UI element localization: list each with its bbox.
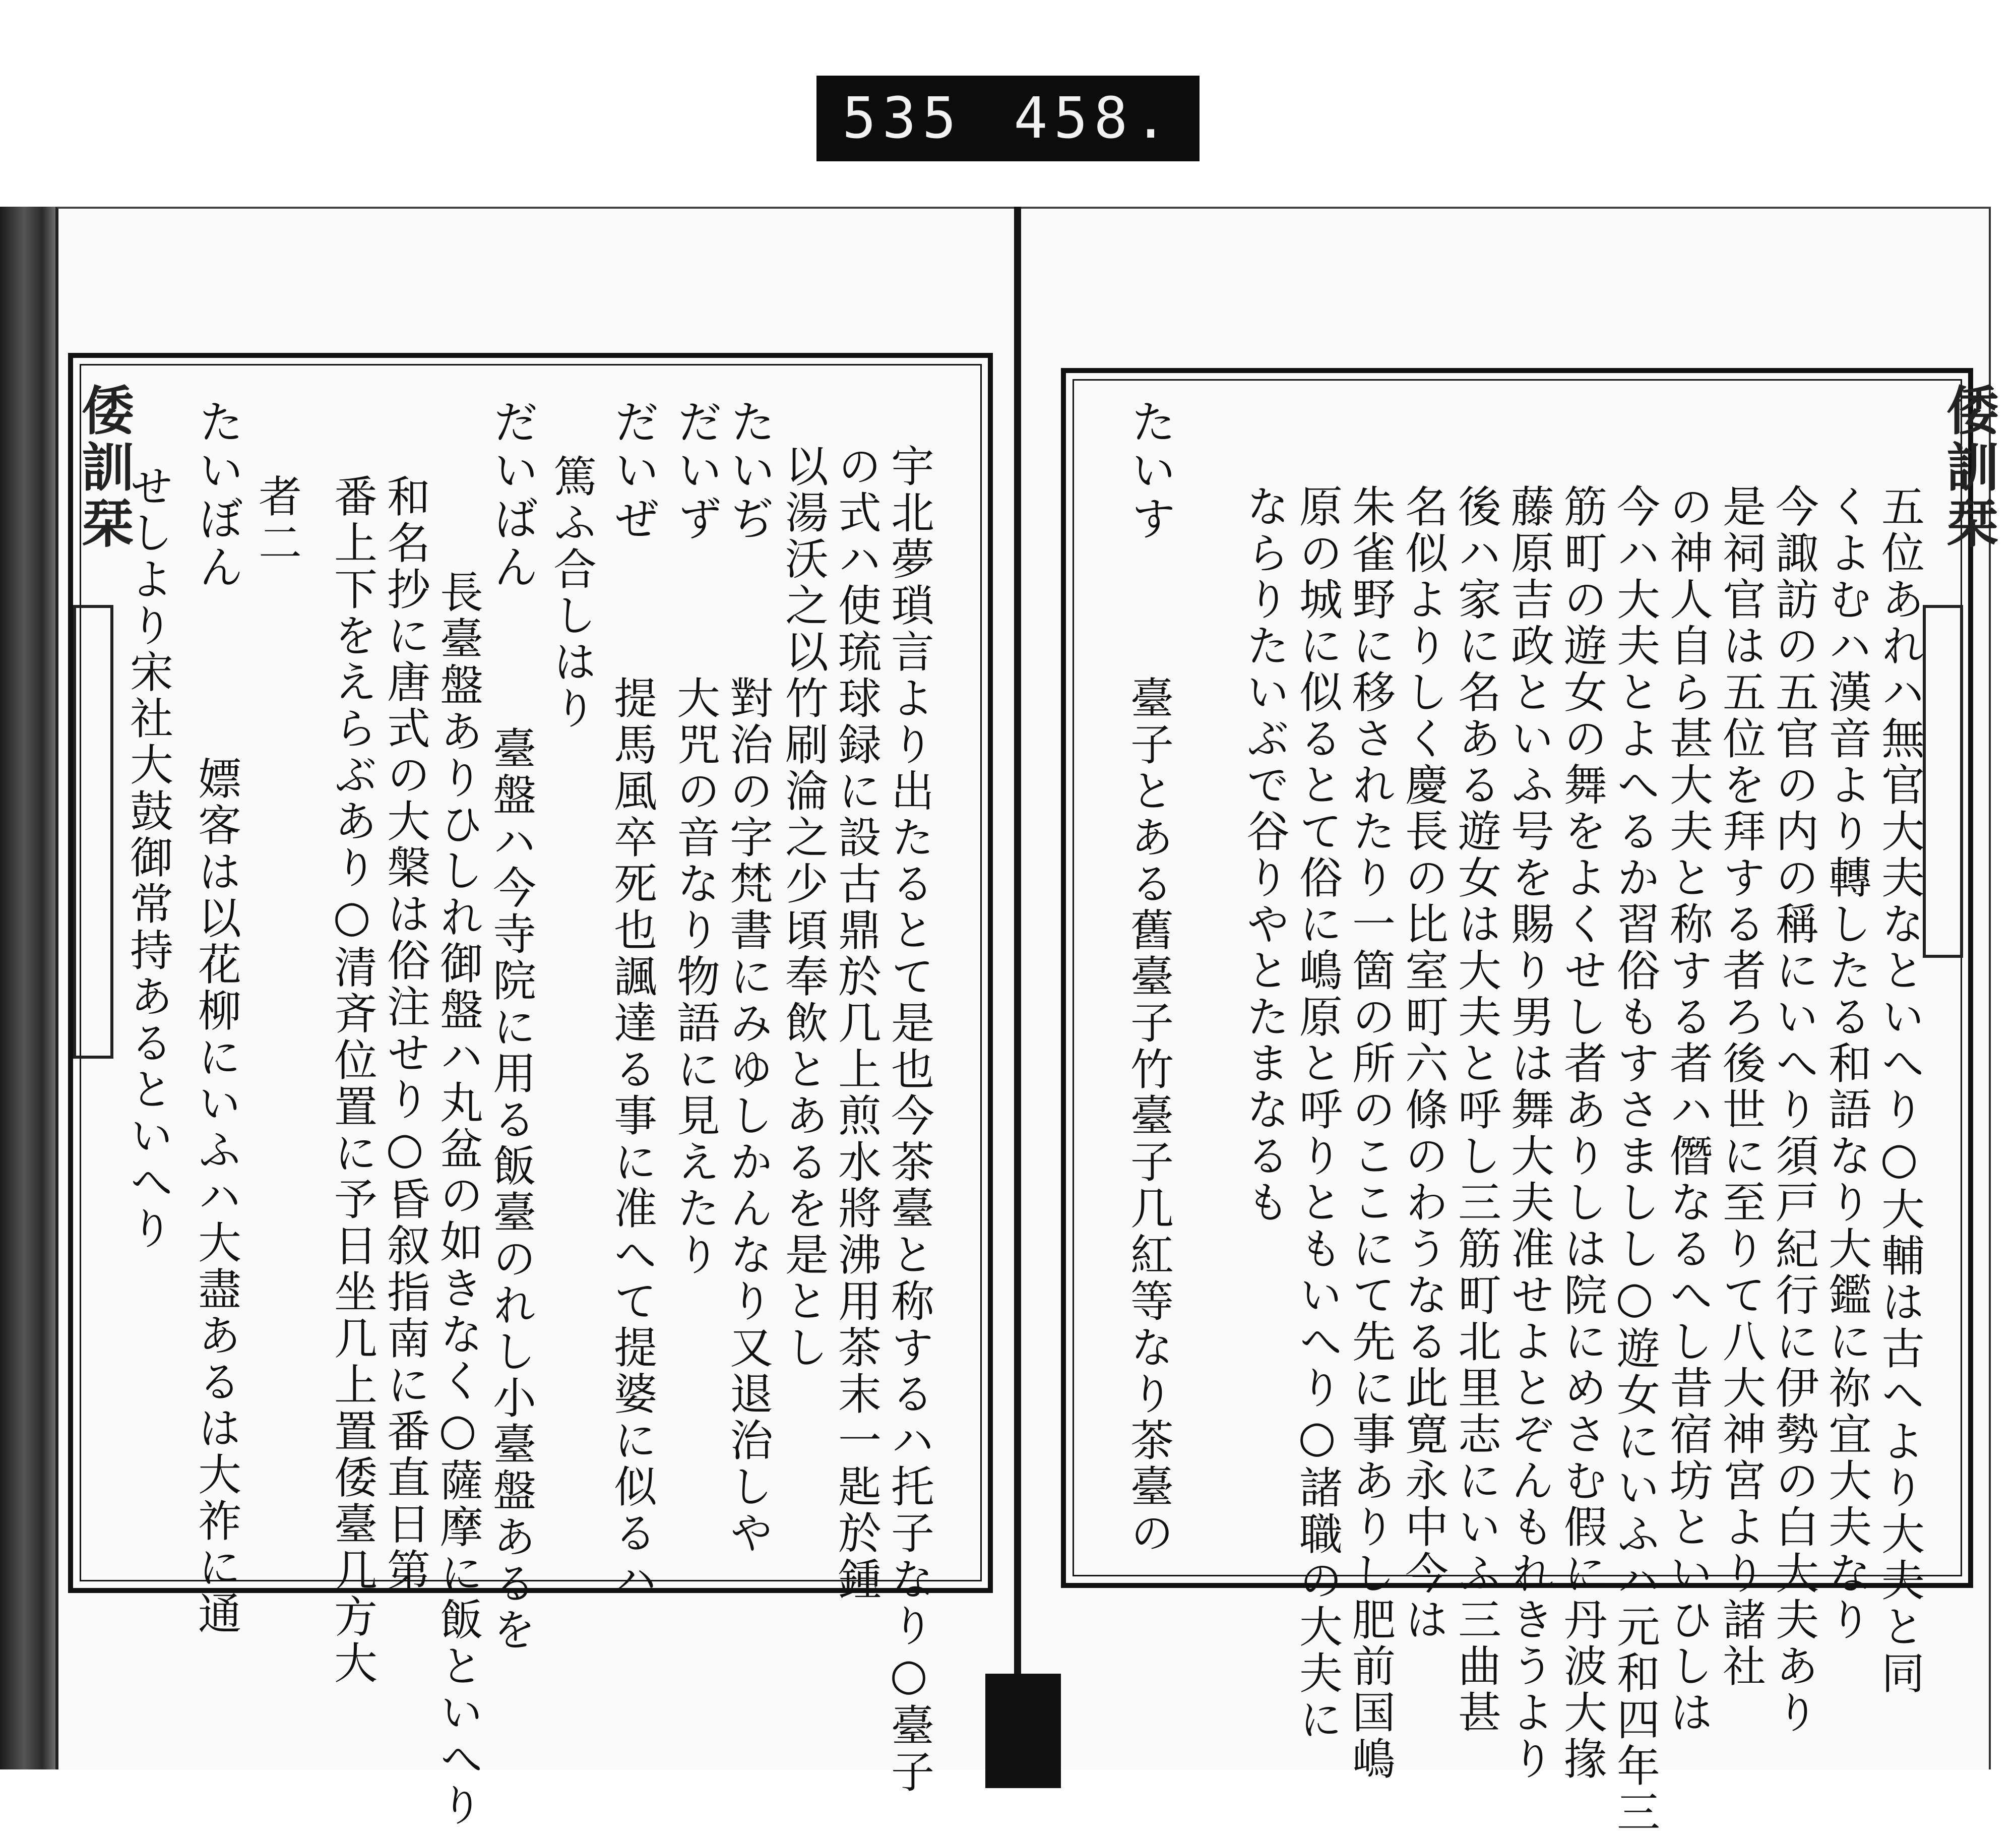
- left-head-word: だいぜ: [606, 398, 659, 543]
- right-text-column: 名似よりしく慶長の比室町六條のわうなる此寛永中今は: [1398, 484, 1448, 1643]
- book-spine: [0, 207, 60, 1769]
- left-head-word: たいぢ: [722, 398, 775, 543]
- right-text-column: 今ハ大夫とよへるか習俗もすさましし○遊女にいふハ元和四年三: [1609, 484, 1660, 1836]
- left-text-column: 和名抄に唐式の大槃は俗注せり○昏叙指南に番直日第: [380, 474, 430, 1594]
- left-text-column: 以湯沃之以竹刷淪之少頃奉飲とあるを是とし: [778, 444, 828, 1371]
- right-text-column: くよむハ漢音より轉したる和語なり大鑑に祢宜大夫なり: [1821, 484, 1871, 1643]
- right-head-word: たいす: [1123, 398, 1176, 543]
- left-head-word: たいぼん: [191, 398, 243, 592]
- left-head-word: だいばん: [485, 398, 538, 592]
- book-gutter: [1014, 207, 1021, 1769]
- right-text-column: 今諏訪の五官の内の稱にいへり須戸紀行に伊勢の白大夫あり: [1768, 484, 1818, 1736]
- left-text-column: 者二: [251, 474, 301, 567]
- right-text-column: 筋町の遊女の舞をよくせし者ありしは院にめさむ假に丹波大掾: [1556, 484, 1607, 1783]
- right-text-column: 原の城に似るとて俗に嶋原と呼りともいへり○諸職の大夫に: [1292, 484, 1342, 1743]
- left-text-column: の式ハ使琉球録に設古鼎於几上煎水將沸用茶末一匙於鍾: [831, 444, 881, 1603]
- right-text-column: 藤原吉政といふ号を賜り男は舞大夫准せよとぞんもれきうより: [1503, 484, 1554, 1783]
- right-margin-box: [1923, 605, 1963, 958]
- left-text-column: 對治の字梵書にみゆしかんなり又退治しや: [722, 676, 773, 1557]
- right-text-column: 朱雀野に移されたり一箇の所のここにて先に事ありし肥前国嶋: [1345, 484, 1395, 1783]
- right-text-column: 五位あれハ無官大夫なといへり○大輔は古へより大夫と同: [1874, 484, 1924, 1697]
- left-text-column: 篤ふ合しはり: [546, 454, 596, 732]
- catalog-number-right: 458.: [1014, 86, 1174, 151]
- left-text-column: 提馬風卒死也諷達る事に准へて提婆に似るハ: [606, 676, 657, 1603]
- right-text-column: ならりたいぶで谷りやとたまなるも: [1239, 484, 1289, 1226]
- right-text-column: 是祠官は五位を拜する者ろ後世に至りて八大神宮より諸社: [1715, 484, 1766, 1690]
- right-margin-title: 倭訓栞: [1937, 383, 1999, 553]
- left-margin-box: [73, 605, 113, 1059]
- right-text-column: の神人自ら甚大夫と称する者ハ僭なるへし昔宿坊といひしは: [1662, 484, 1713, 1736]
- left-text-column: 番上下をえらぶあり○清斉位置に予日坐几上置倭臺几方大: [327, 474, 377, 1687]
- left-text-column: せしより宋社大鼓御常持あるといへり: [122, 464, 173, 1252]
- catalog-label: [816, 76, 1200, 161]
- catalog-number-left: 535: [842, 86, 963, 151]
- right-text-column: 臺子とある舊臺子竹臺子几紅等なり茶臺の: [1123, 676, 1173, 1557]
- left-text-column: 大咒の音なり物語に見えたり: [669, 676, 720, 1278]
- left-text-column: 宇北夢瑣言より出たるとて是也今茶臺と称するハ托子なり○臺子: [884, 444, 934, 1796]
- binding-tab: [985, 1674, 1061, 1788]
- left-text-column: 嫖客は以花柳にいふハ大盡あるは大祚に通: [191, 756, 241, 1637]
- right-text-column: 後ハ家に名ある遊女は大夫と呼し三筋町北里志にいふ三曲甚: [1451, 484, 1501, 1736]
- left-margin-title: 倭訓栞: [73, 383, 135, 553]
- left-text-column: 臺盤ハ今寺院に用る飯臺のれし小臺盤あるを: [485, 726, 536, 1654]
- left-text-column: 長臺盤ありひしれ御盤ハ丸盆の如きなく○薩摩に飯といへり: [432, 570, 483, 1829]
- left-head-word: だいず: [669, 398, 722, 543]
